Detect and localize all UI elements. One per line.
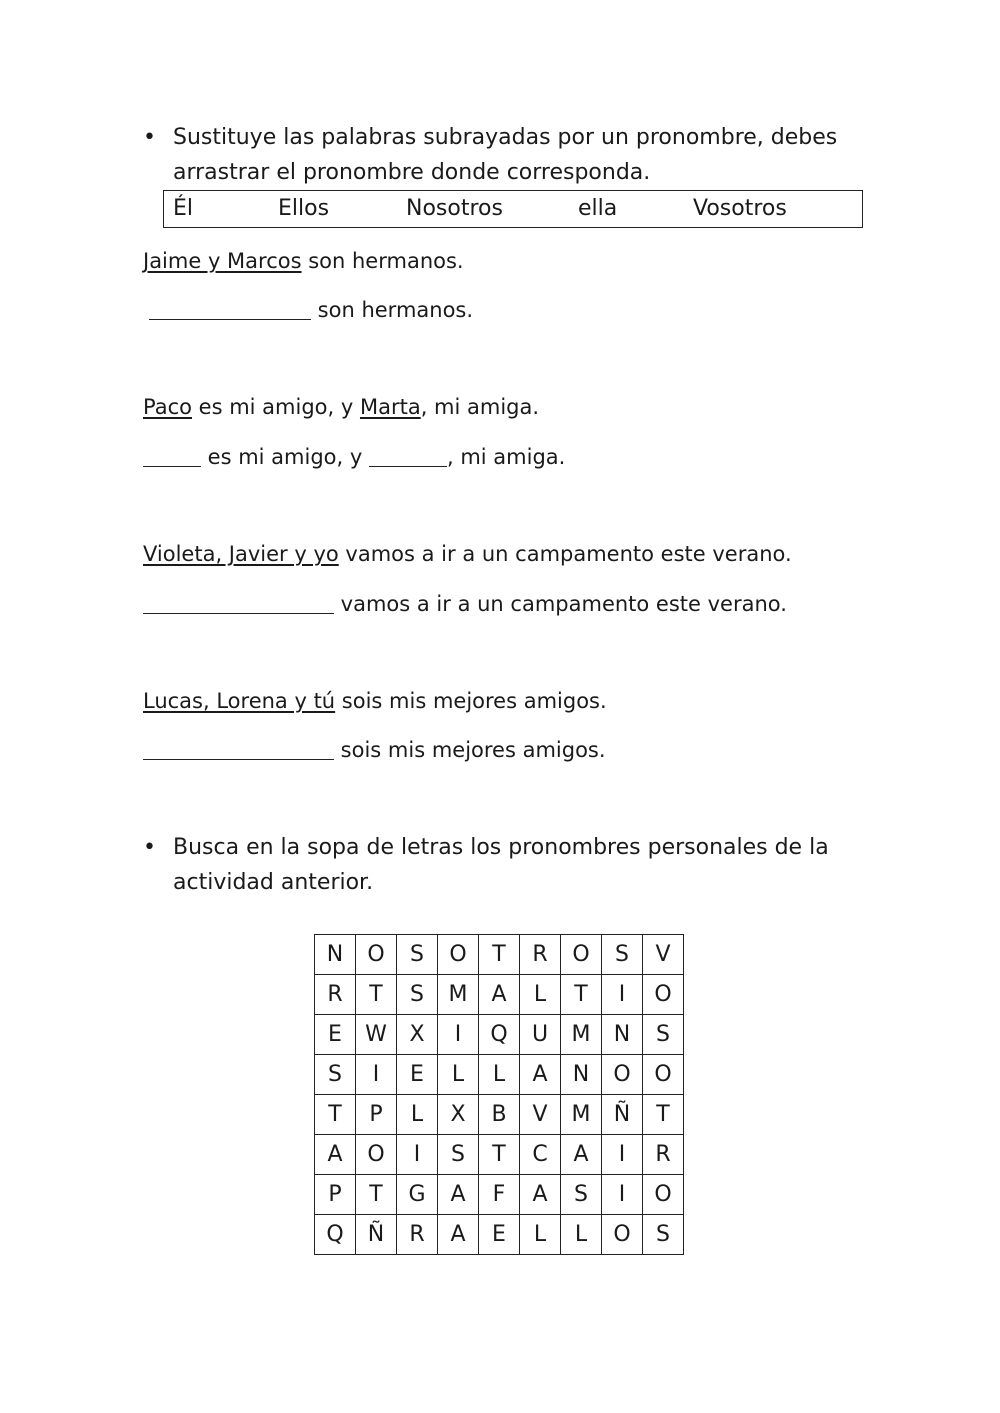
grid-cell[interactable]: I (356, 1055, 397, 1095)
underlined-phrase: Lucas, Lorena y tú (143, 689, 336, 713)
grid-cell[interactable]: T (356, 1175, 397, 1215)
grid-cell[interactable]: N (561, 1055, 602, 1095)
grid-cell[interactable]: O (356, 1135, 397, 1175)
grid-cell[interactable]: O (561, 935, 602, 975)
grid-cell[interactable]: I (438, 1015, 479, 1055)
grid-cell[interactable]: P (315, 1175, 356, 1215)
instruction-2-line-1: Busca en la sopa de letras los pronombres personales de la (173, 835, 829, 860)
instruction-1 (143, 120, 863, 190)
grid-cell[interactable]: X (397, 1015, 438, 1055)
grid-cell[interactable]: T (315, 1095, 356, 1135)
grid-cell[interactable]: V (643, 935, 684, 975)
grid-cell[interactable]: M (561, 1015, 602, 1055)
answer-4 (143, 735, 606, 765)
grid-cell[interactable]: O (438, 935, 479, 975)
grid-cell[interactable]: R (643, 1135, 684, 1175)
bullet-1: • (143, 125, 156, 150)
answer-text: sois mis mejores amigos. (334, 738, 606, 762)
grid-cell[interactable]: T (643, 1095, 684, 1135)
grid-row (315, 1055, 684, 1095)
grid-cell[interactable]: E (315, 1015, 356, 1055)
drop-blank[interactable] (143, 593, 334, 614)
grid-cell[interactable]: O (643, 975, 684, 1015)
drop-blank[interactable] (149, 299, 311, 320)
grid-cell[interactable]: B (479, 1095, 520, 1135)
answer-3 (143, 589, 787, 619)
word-bank (163, 190, 863, 228)
grid-cell[interactable]: O (643, 1055, 684, 1095)
grid-cell[interactable]: S (643, 1215, 684, 1255)
drop-blank[interactable] (369, 446, 447, 467)
grid-cell[interactable]: V (520, 1095, 561, 1135)
grid-cell[interactable]: E (479, 1215, 520, 1255)
grid-cell[interactable]: L (438, 1055, 479, 1095)
sentence-2 (143, 392, 539, 422)
grid-cell[interactable]: S (315, 1055, 356, 1095)
grid-cell[interactable]: S (561, 1175, 602, 1215)
grid-cell[interactable]: S (397, 935, 438, 975)
grid-cell[interactable]: T (561, 975, 602, 1015)
grid-row (315, 1215, 684, 1255)
answer-2 (143, 442, 565, 472)
grid-cell[interactable]: R (520, 935, 561, 975)
grid-cell[interactable]: A (561, 1135, 602, 1175)
grid-cell[interactable]: Q (315, 1215, 356, 1255)
grid-cell[interactable]: I (602, 1175, 643, 1215)
word-bank-item[interactable]: Vosotros (693, 196, 787, 221)
grid-cell[interactable]: S (602, 935, 643, 975)
grid-cell[interactable]: C (520, 1135, 561, 1175)
answer-1 (149, 295, 473, 325)
sentence-3 (143, 539, 792, 569)
grid-cell[interactable]: N (315, 935, 356, 975)
grid-cell[interactable]: M (561, 1095, 602, 1135)
grid-cell[interactable]: O (602, 1055, 643, 1095)
grid-row (315, 1095, 684, 1135)
grid-cell[interactable]: G (397, 1175, 438, 1215)
grid-cell[interactable]: T (479, 935, 520, 975)
grid-cell[interactable]: A (315, 1135, 356, 1175)
grid-cell[interactable]: I (397, 1135, 438, 1175)
grid-cell[interactable]: A (520, 1175, 561, 1215)
grid-cell[interactable]: L (397, 1095, 438, 1135)
grid-cell[interactable]: Ñ (356, 1215, 397, 1255)
underlined-phrase: Marta (359, 395, 421, 419)
grid-cell[interactable]: R (315, 975, 356, 1015)
word-bank-item[interactable]: Nosotros (406, 196, 503, 221)
sentence-text: sois mis mejores amigos. (335, 689, 607, 713)
grid-cell[interactable]: O (356, 935, 397, 975)
grid-cell[interactable]: S (397, 975, 438, 1015)
grid-cell[interactable]: I (602, 1135, 643, 1175)
grid-row (315, 935, 684, 975)
grid-row (315, 975, 684, 1015)
grid-cell[interactable]: Ñ (602, 1095, 643, 1135)
drop-blank[interactable] (143, 739, 334, 760)
grid-row (315, 1175, 684, 1215)
word-bank-item[interactable]: Ellos (278, 196, 330, 221)
grid-cell[interactable]: L (479, 1055, 520, 1095)
grid-row (315, 1015, 684, 1055)
grid-cell[interactable]: S (438, 1135, 479, 1175)
instruction-1-line-1: Sustituye las palabras subrayadas por un pronombre, debes (173, 125, 838, 150)
sentence-4 (143, 686, 607, 716)
answer-text: , mi amiga. (446, 445, 566, 469)
grid-cell[interactable]: A (479, 975, 520, 1015)
sentence-text: es mi amigo, y (191, 395, 360, 419)
drop-blank[interactable] (143, 446, 201, 467)
grid-cell[interactable]: I (602, 975, 643, 1015)
grid-cell[interactable]: A (438, 1215, 479, 1255)
underlined-phrase: Jaime y Marcos (143, 249, 302, 273)
grid-cell[interactable]: T (356, 975, 397, 1015)
grid-cell[interactable]: W (356, 1015, 397, 1055)
grid-cell[interactable]: X (438, 1095, 479, 1135)
grid-cell[interactable]: A (520, 1055, 561, 1095)
instruction-2 (143, 830, 863, 900)
word-bank-item[interactable]: Él (173, 196, 194, 221)
underlined-phrase: Paco (143, 395, 192, 419)
instruction-1-line-2: arrastrar el pronombre donde corresponda. (173, 160, 651, 185)
grid-cell[interactable]: O (643, 1175, 684, 1215)
answer-text: son hermanos. (311, 298, 474, 322)
sentence-1 (143, 246, 464, 276)
answer-text: es mi amigo, y (201, 445, 369, 469)
grid-cell[interactable]: P (356, 1095, 397, 1135)
grid-cell[interactable]: A (438, 1175, 479, 1215)
grid-cell[interactable]: M (438, 975, 479, 1015)
grid-cell[interactable]: Q (479, 1015, 520, 1055)
word-bank-item[interactable]: ella (578, 196, 618, 221)
grid-cell[interactable]: E (397, 1055, 438, 1095)
grid-cell[interactable]: R (397, 1215, 438, 1255)
word-search-grid (314, 934, 684, 1255)
grid-row (315, 1135, 684, 1175)
grid-cell[interactable]: O (602, 1215, 643, 1255)
instruction-2-line-2: actividad anterior. (173, 870, 374, 895)
grid-cell[interactable]: T (479, 1135, 520, 1175)
sentence-text: , mi amiga. (420, 395, 540, 419)
bullet-2: • (143, 835, 156, 860)
sentence-text: vamos a ir a un campamento este verano. (338, 542, 792, 566)
grid-cell[interactable]: N (602, 1015, 643, 1055)
grid-cell[interactable]: L (561, 1215, 602, 1255)
sentence-text: son hermanos. (301, 249, 464, 273)
answer-text: vamos a ir a un campamento este verano. (334, 592, 787, 616)
underlined-phrase: Violeta, Javier y yo (143, 542, 339, 566)
grid-cell[interactable]: L (520, 975, 561, 1015)
grid-cell[interactable]: L (520, 1215, 561, 1255)
grid-cell[interactable]: U (520, 1015, 561, 1055)
grid-cell[interactable]: S (643, 1015, 684, 1055)
grid-cell[interactable]: F (479, 1175, 520, 1215)
